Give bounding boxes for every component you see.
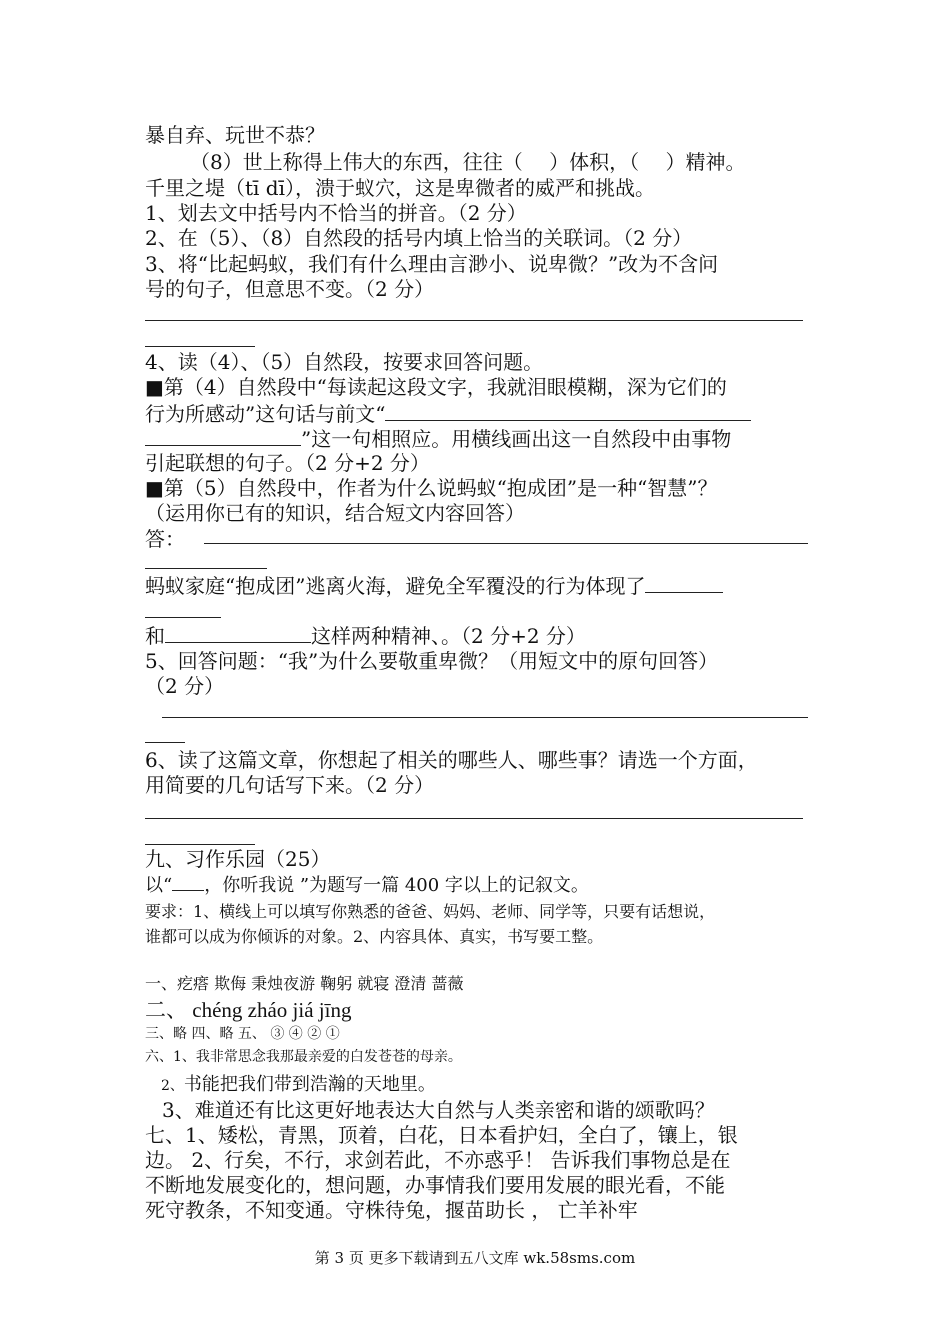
question-1: 1、划去文中括号内不恰当的拼音。（2 分） [145,201,527,225]
text: ”这一句相照应。用横线画出这一自然段中由事物 [301,427,732,451]
essay-requirement: 谁都可以成为你倾诉的对象。2、内容具体、真实，书写要工整。 [145,927,604,946]
fill-blank[interactable] [385,400,751,421]
fill-blank[interactable] [145,425,301,446]
answer-blank[interactable] [145,568,267,569]
question-4-part-a-cont: 引起联想的句子。（2 分+2 分） [145,451,430,475]
answer-key-line [161,1072,436,1099]
question-2: 2、在（5）、（8）自然段的括号内填上恰当的关联词。（2 分） [145,226,693,250]
question-4-part-b-cont: （运用你已有的知识，结合短文内容回答） [145,501,525,525]
answer-key-line: 边。 2、行矣，不行，求剑若此，不亦惑乎！ 告诉我们事物总是在 [145,1148,731,1172]
answer-blank[interactable] [162,717,808,718]
text-line: 暴自弃、玩世不恭？ [145,123,325,147]
question-3-cont: 号的句子，但意思不变。（2 分） [145,277,435,301]
essay-requirement: 要求：1、横线上可以填写你熟悉的爸爸、妈妈、老师、同学等，只要有话想说， [145,902,716,921]
page-footer: 第 3 页 更多下载请到五八文库 wk.58sms.com [314,1249,636,1267]
fill-blank[interactable] [645,572,723,593]
essay-prompt [145,872,589,899]
answer-key-line: 不断地发展变化的，想问题，办事情我们要用发展的眼光看，不能 [145,1173,725,1197]
text-line: （8）世上称得上伟大的东西，往往（ ）体积，（ ）精神。 [190,150,746,174]
text: 书能把我们带到浩瀚的天地里。 [183,1074,436,1095]
question-4-part-a: ■第（4）自然段中“每读起这段文字，我就泪眼模糊，深为它们的 [145,375,727,399]
question-5: 5、回答问题：“我”为什么要敬重卑微？（用短文中的原句回答） [145,649,719,673]
question-4-part-b: ■第（5）自然段中，作者为什么说蚂蚁“抱成团”是一种“智慧”？ [145,476,718,500]
answer-key-line: 三、略 四、略 五、 ③ ④ ② ① [145,1026,340,1042]
answer-key-line: 六、1、我非常思念我那最亲爱的白发苍苍的母亲。 [145,1049,462,1065]
answer-label [145,526,185,552]
text: ，你听我说 ”为题写一篇 400 字以上的记叙文。 [204,875,589,896]
answer-key-line: 一、疙瘩 欺侮 秉烛夜游 鞠躬 就寝 澄清 蔷薇 [145,974,464,993]
answer-blank[interactable] [145,617,221,618]
question-4-part-c-cont [145,622,586,649]
text: 蚂蚁家庭“抱成团”逃离火海，避免全军覆没的行为体现了 [145,574,646,598]
question-5-cont: （2 分） [145,674,225,698]
section-heading: 九、习作乐园（25） [145,847,331,871]
text: 这样两种精神、。（2 分+2 分） [311,624,586,648]
question-4-part-a-cont [145,400,751,427]
answer-blank[interactable] [145,346,255,347]
text: 2、 [161,1078,184,1094]
answer-key-line: 七、1、矮松，青黑，顶着，白花，日本看护妇，全白了，镶上，银 [145,1123,738,1147]
answer-blank[interactable] [204,543,808,544]
question-4-part-c [145,572,723,599]
answer-blank[interactable] [145,742,185,743]
question-4: 4、读（4）、（5）自然段，按要求回答问题。 [145,350,544,374]
question-6-cont: 用简要的几句话写下来。（2 分） [145,773,435,797]
answer-blank[interactable] [145,818,803,819]
text: 行为所感动”这句话与前文“ [145,402,386,426]
text: 答： [145,527,185,551]
fill-blank[interactable] [172,872,204,891]
answer-key-pinyin: 二、 chéng zháo jiá jīng [145,998,352,1022]
question-4-part-a-cont [145,425,731,452]
answer-key-line: 3、难道还有比这更好地表达大自然与人类亲密和谐的颂歌吗？ [162,1098,715,1122]
text: 以“ [145,875,173,896]
answer-blank[interactable] [145,844,255,845]
text: 和 [145,624,165,648]
question-3: 3、将“比起蚂蚁，我们有什么理由言渺小、说卑微？”改为不含问 [145,252,719,276]
answer-key-line: 死守教条，不知变通。守株待兔，揠苗助长 ， 亡羊补牢 [145,1198,638,1222]
answer-blank[interactable] [145,320,803,321]
text-line: 千里之堤（tī dī），溃于蚁穴，这是卑微者的威严和挑战。 [145,176,655,200]
question-6: 6、读了这篇文章，你想起了相关的哪些人、哪些事？请选一个方面， [145,748,758,772]
fill-blank[interactable] [165,622,311,643]
